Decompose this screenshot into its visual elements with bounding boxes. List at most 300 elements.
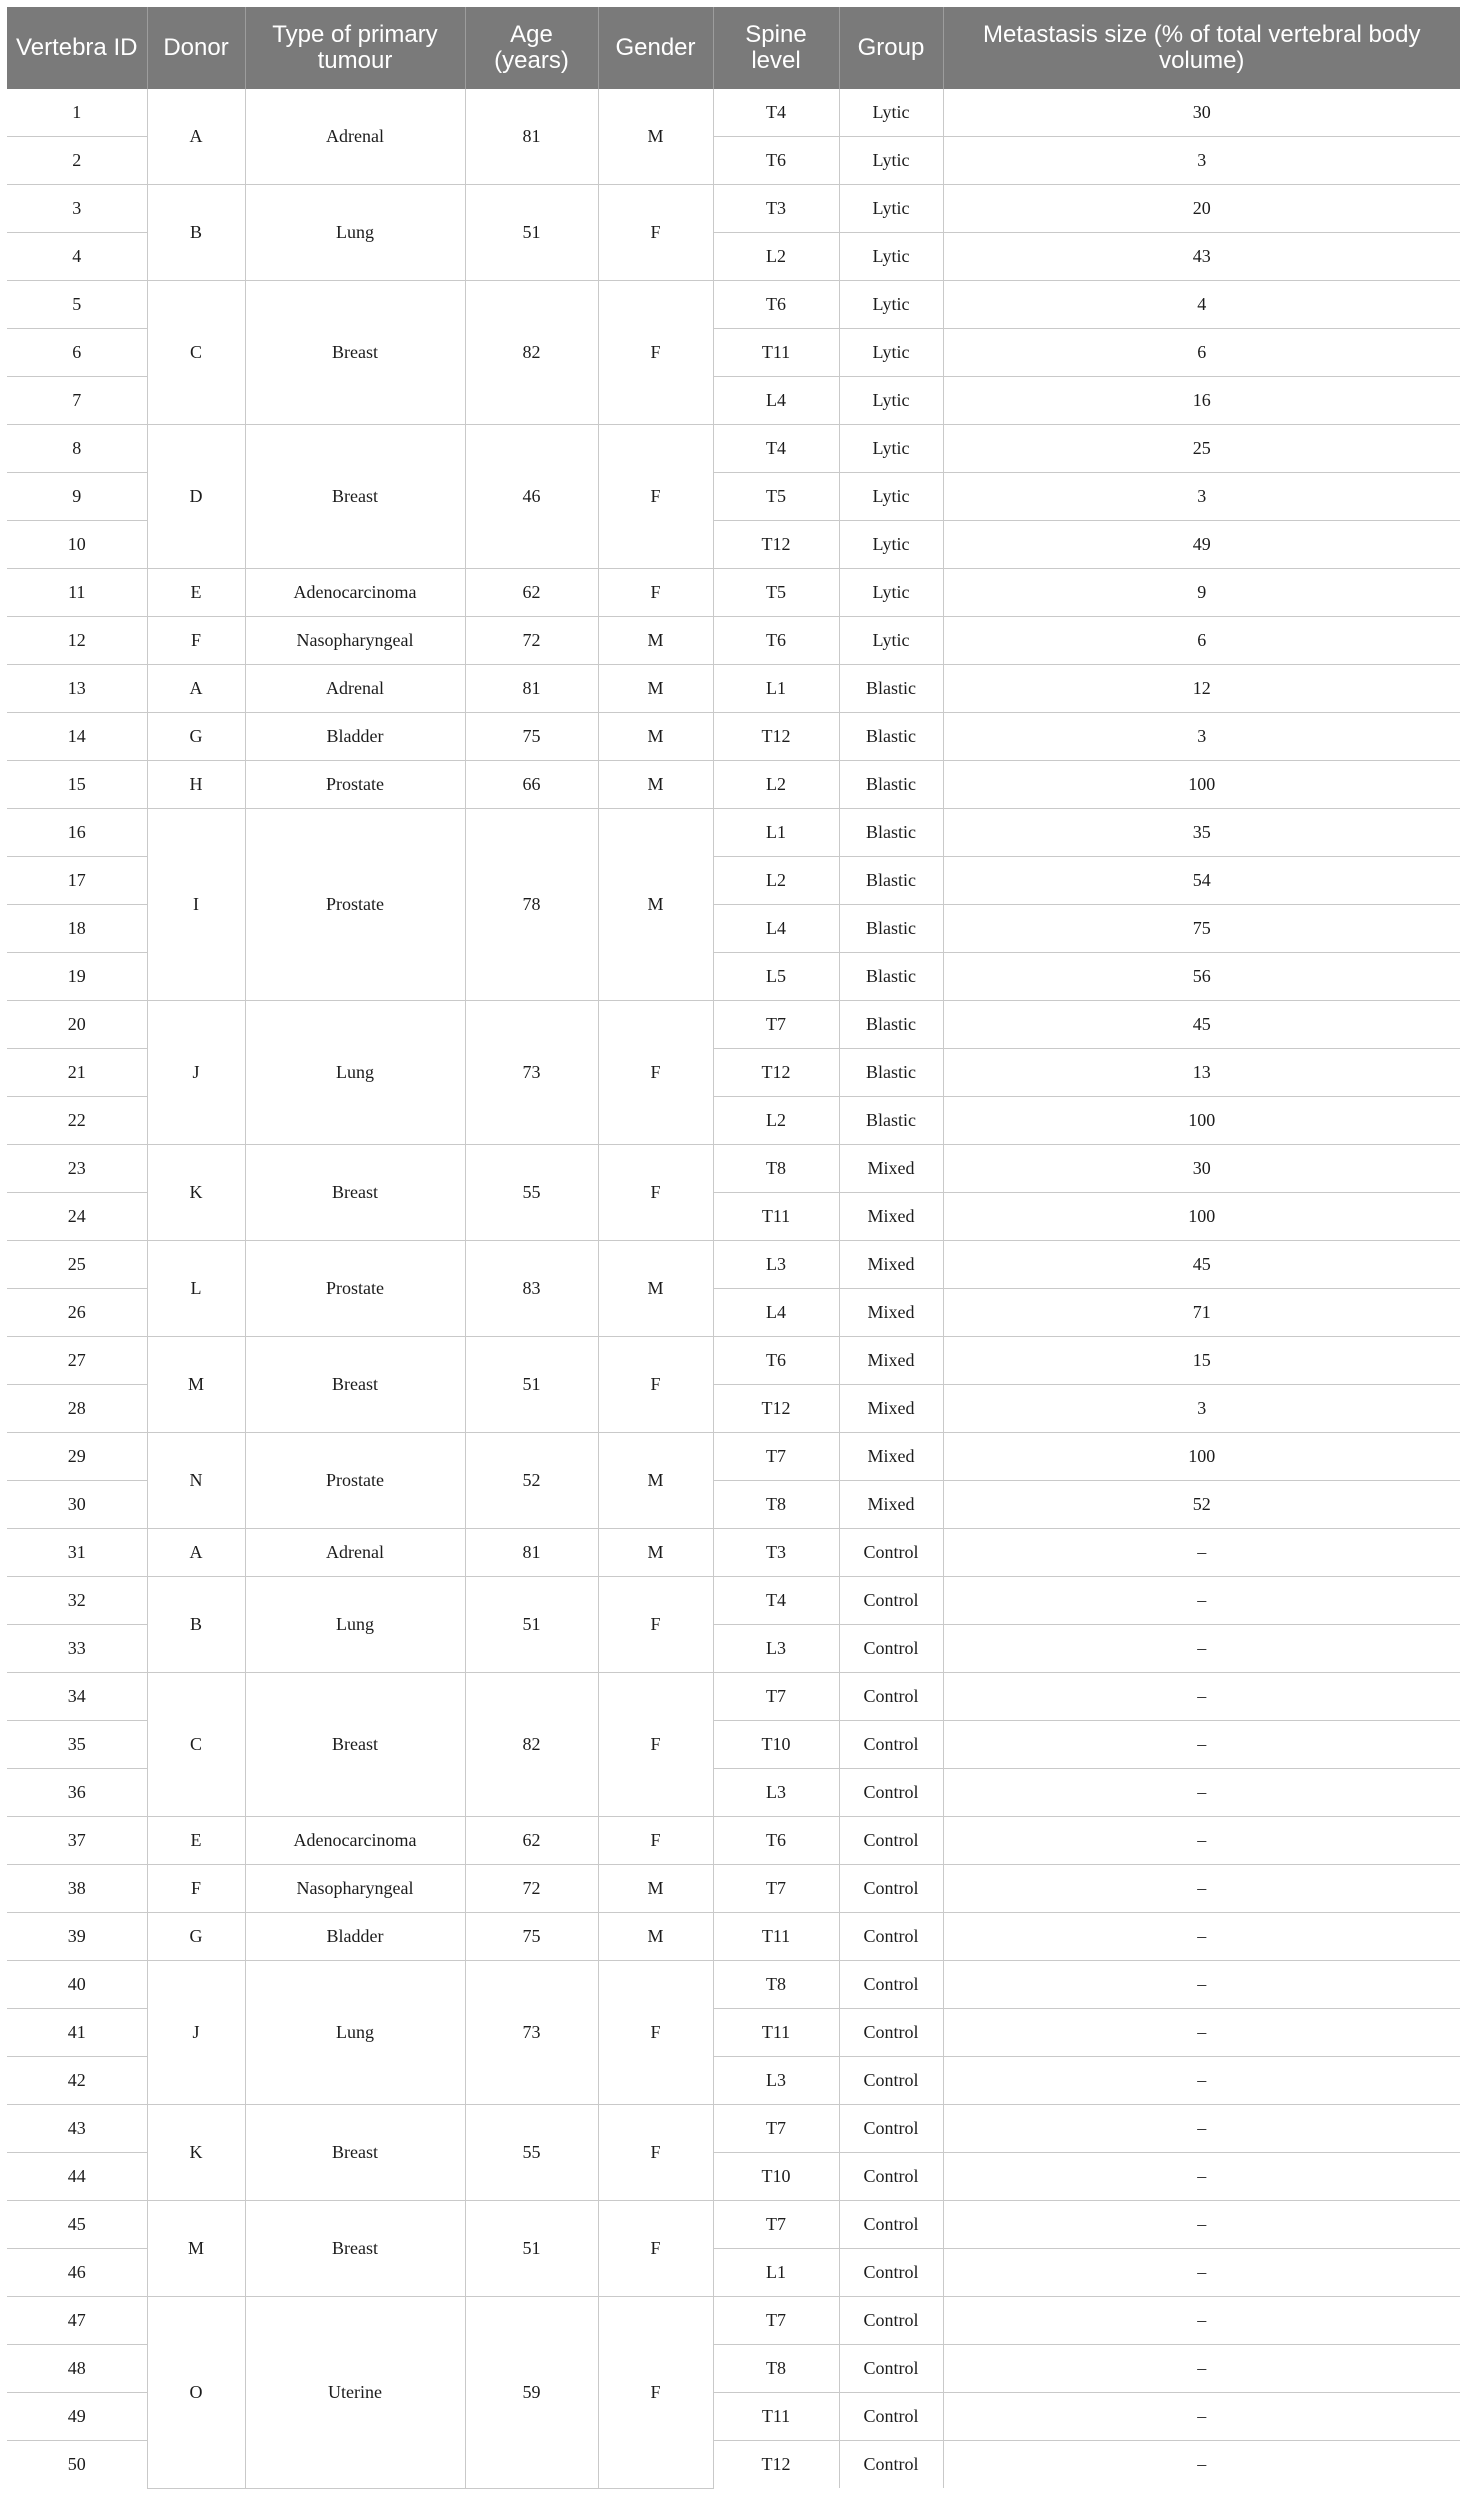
age-cell: 83 (465, 1241, 598, 1337)
metastasis-size-cell: 16 (943, 377, 1460, 425)
header-donor: Donor (147, 7, 245, 89)
group-cell: Control (839, 1721, 943, 1769)
vertebra-id-cell: 37 (7, 1817, 147, 1865)
spine-level-cell: T7 (713, 2297, 839, 2345)
vertebra-id-cell: 44 (7, 2153, 147, 2201)
group-cell: Lytic (839, 137, 943, 185)
group-cell: Lytic (839, 185, 943, 233)
donor-cell: M (147, 2201, 245, 2297)
metastasis-size-cell: 9 (943, 569, 1460, 617)
tumour-type-cell: Adrenal (245, 665, 465, 713)
metastasis-size-cell: 3 (943, 473, 1460, 521)
group-cell: Control (839, 1769, 943, 1817)
spine-level-cell: L4 (713, 377, 839, 425)
vertebra-id-cell: 2 (7, 137, 147, 185)
group-cell: Control (839, 1625, 943, 1673)
table-row (7, 425, 1460, 473)
header-age: Age (years) (465, 7, 598, 89)
metastasis-size-cell: – (943, 2345, 1460, 2393)
age-cell: 81 (465, 1529, 598, 1577)
metastasis-size-cell: – (943, 1673, 1460, 1721)
vertebra-id-cell: 34 (7, 1673, 147, 1721)
vertebra-id-cell: 42 (7, 2057, 147, 2105)
metastasis-size-cell: 20 (943, 185, 1460, 233)
vertebra-id-cell: 43 (7, 2105, 147, 2153)
metastasis-size-cell: 52 (943, 1481, 1460, 1529)
vertebra-id-cell: 28 (7, 1385, 147, 1433)
tumour-type-cell: Nasopharyngeal (245, 1865, 465, 1913)
table-row (7, 2201, 1460, 2249)
vertebra-id-cell: 40 (7, 1961, 147, 2009)
table-row (7, 89, 1460, 137)
table-row (7, 665, 1460, 713)
vertebra-id-cell: 41 (7, 2009, 147, 2057)
table-row (7, 1529, 1460, 1577)
vertebra-id-cell: 20 (7, 1001, 147, 1049)
metastasis-size-cell: 25 (943, 425, 1460, 473)
gender-cell: M (598, 617, 713, 665)
spine-level-cell: T8 (713, 1481, 839, 1529)
spine-level-cell: T7 (713, 2105, 839, 2153)
gender-cell: F (598, 425, 713, 569)
age-cell: 52 (465, 1433, 598, 1529)
group-cell: Mixed (839, 1433, 943, 1481)
table-body (7, 89, 1460, 2488)
tumour-type-cell: Lung (245, 185, 465, 281)
table-row (7, 569, 1460, 617)
group-cell: Mixed (839, 1289, 943, 1337)
vertebra-id-cell: 15 (7, 761, 147, 809)
group-cell: Blastic (839, 713, 943, 761)
spine-level-cell: T6 (713, 137, 839, 185)
spine-level-cell: L4 (713, 905, 839, 953)
vertebra-id-cell: 45 (7, 2201, 147, 2249)
spine-level-cell: L4 (713, 1289, 839, 1337)
group-cell: Blastic (839, 809, 943, 857)
vertebra-table (7, 7, 1460, 2489)
vertebra-id-cell: 48 (7, 2345, 147, 2393)
age-cell: 46 (465, 425, 598, 569)
age-cell: 66 (465, 761, 598, 809)
spine-level-cell: T8 (713, 1145, 839, 1193)
age-cell: 72 (465, 1865, 598, 1913)
donor-cell: B (147, 1577, 245, 1673)
tumour-type-cell: Adrenal (245, 1529, 465, 1577)
spine-level-cell: T11 (713, 329, 839, 377)
metastasis-size-cell: 6 (943, 329, 1460, 377)
metastasis-size-cell: – (943, 2393, 1460, 2441)
spine-level-cell: T12 (713, 1385, 839, 1433)
spine-level-cell: T5 (713, 473, 839, 521)
header-tumour-type: Type of primary tumour (245, 7, 465, 89)
table-header (7, 7, 1460, 89)
metastasis-size-cell: – (943, 1529, 1460, 1577)
metastasis-size-cell: 3 (943, 1385, 1460, 1433)
gender-cell: F (598, 1145, 713, 1241)
age-cell: 62 (465, 1817, 598, 1865)
tumour-type-cell: Breast (245, 2105, 465, 2201)
spine-level-cell: T4 (713, 425, 839, 473)
spine-level-cell: L1 (713, 809, 839, 857)
group-cell: Lytic (839, 281, 943, 329)
vertebra-id-cell: 47 (7, 2297, 147, 2345)
gender-cell: M (598, 761, 713, 809)
metastasis-size-cell: – (943, 2057, 1460, 2105)
age-cell: 51 (465, 2201, 598, 2297)
table-row (7, 2105, 1460, 2153)
group-cell: Control (839, 2393, 943, 2441)
donor-cell: A (147, 1529, 245, 1577)
gender-cell: M (598, 1913, 713, 1961)
spine-level-cell: T7 (713, 2201, 839, 2249)
spine-level-cell: L2 (713, 761, 839, 809)
vertebra-id-cell: 9 (7, 473, 147, 521)
spine-level-cell: T6 (713, 1337, 839, 1385)
header-gender: Gender (598, 7, 713, 89)
metastasis-size-cell: – (943, 1817, 1460, 1865)
table-row (7, 761, 1460, 809)
table-row (7, 1241, 1460, 1289)
vertebra-id-cell: 21 (7, 1049, 147, 1097)
group-cell: Lytic (839, 521, 943, 569)
table-row (7, 617, 1460, 665)
group-cell: Control (839, 2297, 943, 2345)
vertebra-id-cell: 12 (7, 617, 147, 665)
donor-cell: F (147, 1865, 245, 1913)
metastasis-size-cell: 35 (943, 809, 1460, 857)
age-cell: 73 (465, 1001, 598, 1145)
vertebra-id-cell: 23 (7, 1145, 147, 1193)
header-group: Group (839, 7, 943, 89)
age-cell: 72 (465, 617, 598, 665)
vertebra-id-cell: 30 (7, 1481, 147, 1529)
group-cell: Blastic (839, 761, 943, 809)
spine-level-cell: L3 (713, 1625, 839, 1673)
tumour-type-cell: Adenocarcinoma (245, 569, 465, 617)
table-row (7, 1961, 1460, 2009)
metastasis-size-cell: – (943, 1961, 1460, 2009)
vertebra-id-cell: 31 (7, 1529, 147, 1577)
tumour-type-cell: Breast (245, 425, 465, 569)
group-cell: Control (839, 2105, 943, 2153)
metastasis-size-cell: 56 (943, 953, 1460, 1001)
tumour-type-cell: Prostate (245, 809, 465, 1001)
age-cell: 82 (465, 281, 598, 425)
gender-cell: M (598, 809, 713, 1001)
metastasis-size-cell: 75 (943, 905, 1460, 953)
age-cell: 78 (465, 809, 598, 1001)
spine-level-cell: T4 (713, 1577, 839, 1625)
metastasis-size-cell: 12 (943, 665, 1460, 713)
spine-level-cell: L3 (713, 1241, 839, 1289)
group-cell: Control (839, 1673, 943, 1721)
metastasis-size-cell: – (943, 1865, 1460, 1913)
group-cell: Control (839, 2345, 943, 2393)
tumour-type-cell: Bladder (245, 1913, 465, 1961)
metastasis-size-cell: – (943, 1577, 1460, 1625)
spine-level-cell: T7 (713, 1001, 839, 1049)
table-row (7, 1337, 1460, 1385)
vertebra-id-cell: 49 (7, 2393, 147, 2441)
group-cell: Blastic (839, 1001, 943, 1049)
donor-cell: G (147, 713, 245, 761)
metastasis-size-cell: 100 (943, 761, 1460, 809)
donor-cell: A (147, 89, 245, 185)
gender-cell: F (598, 185, 713, 281)
donor-cell: J (147, 1001, 245, 1145)
spine-level-cell: T12 (713, 1049, 839, 1097)
table-wrapper (7, 7, 1460, 2489)
metastasis-size-cell: 54 (943, 857, 1460, 905)
header-spine-level: Spine level (713, 7, 839, 89)
donor-cell: C (147, 1673, 245, 1817)
metastasis-size-cell: 3 (943, 137, 1460, 185)
metastasis-size-cell: 43 (943, 233, 1460, 281)
donor-cell: L (147, 1241, 245, 1337)
group-cell: Mixed (839, 1385, 943, 1433)
age-cell: 81 (465, 665, 598, 713)
donor-cell: D (147, 425, 245, 569)
table-row (7, 185, 1460, 233)
metastasis-size-cell: 71 (943, 1289, 1460, 1337)
spine-level-cell: T8 (713, 1961, 839, 2009)
header-vertebra-id: Vertebra ID (7, 7, 147, 89)
group-cell: Control (839, 1577, 943, 1625)
spine-level-cell: T7 (713, 1673, 839, 1721)
donor-cell: E (147, 1817, 245, 1865)
spine-level-cell: T4 (713, 89, 839, 137)
spine-level-cell: T11 (713, 1193, 839, 1241)
tumour-type-cell: Lung (245, 1001, 465, 1145)
metastasis-size-cell: 49 (943, 521, 1460, 569)
group-cell: Lytic (839, 377, 943, 425)
tumour-type-cell: Adrenal (245, 89, 465, 185)
table-row (7, 713, 1460, 761)
donor-cell: G (147, 1913, 245, 1961)
group-cell: Control (839, 1913, 943, 1961)
table-row (7, 1913, 1460, 1961)
tumour-type-cell: Breast (245, 1145, 465, 1241)
age-cell: 75 (465, 713, 598, 761)
group-cell: Control (839, 2249, 943, 2297)
vertebra-id-cell: 22 (7, 1097, 147, 1145)
metastasis-size-cell: – (943, 2297, 1460, 2345)
metastasis-size-cell: 100 (943, 1433, 1460, 1481)
table-row (7, 1577, 1460, 1625)
metastasis-size-cell: – (943, 1913, 1460, 1961)
group-cell: Blastic (839, 857, 943, 905)
gender-cell: F (598, 1337, 713, 1433)
tumour-type-cell: Bladder (245, 713, 465, 761)
gender-cell: F (598, 1001, 713, 1145)
metastasis-size-cell: 30 (943, 1145, 1460, 1193)
age-cell: 75 (465, 1913, 598, 1961)
vertebra-id-cell: 1 (7, 89, 147, 137)
spine-level-cell: L3 (713, 1769, 839, 1817)
donor-cell: F (147, 617, 245, 665)
group-cell: Lytic (839, 329, 943, 377)
group-cell: Control (839, 1529, 943, 1577)
gender-cell: F (598, 281, 713, 425)
table-row (7, 1817, 1460, 1865)
metastasis-size-cell: 100 (943, 1193, 1460, 1241)
group-cell: Blastic (839, 665, 943, 713)
spine-level-cell: T8 (713, 2345, 839, 2393)
donor-cell: J (147, 1961, 245, 2105)
vertebra-id-cell: 13 (7, 665, 147, 713)
vertebra-id-cell: 50 (7, 2441, 147, 2489)
gender-cell: M (598, 713, 713, 761)
spine-level-cell: T10 (713, 1721, 839, 1769)
gender-cell: M (598, 1529, 713, 1577)
tumour-type-cell: Nasopharyngeal (245, 617, 465, 665)
group-cell: Lytic (839, 89, 943, 137)
table-row (7, 1673, 1460, 1721)
group-cell: Mixed (839, 1481, 943, 1529)
spine-level-cell: T12 (713, 2441, 839, 2489)
donor-cell: B (147, 185, 245, 281)
group-cell: Control (839, 2441, 943, 2489)
spine-level-cell: L3 (713, 2057, 839, 2105)
donor-cell: C (147, 281, 245, 425)
spine-level-cell: T3 (713, 185, 839, 233)
gender-cell: F (598, 2297, 713, 2489)
spine-level-cell: L2 (713, 857, 839, 905)
age-cell: 59 (465, 2297, 598, 2489)
metastasis-size-cell: – (943, 2201, 1460, 2249)
vertebra-id-cell: 33 (7, 1625, 147, 1673)
gender-cell: M (598, 1241, 713, 1337)
age-cell: 55 (465, 1145, 598, 1241)
tumour-type-cell: Adenocarcinoma (245, 1817, 465, 1865)
spine-level-cell: L1 (713, 2249, 839, 2297)
metastasis-size-cell: – (943, 2105, 1460, 2153)
gender-cell: M (598, 665, 713, 713)
age-cell: 81 (465, 89, 598, 185)
group-cell: Control (839, 2153, 943, 2201)
donor-cell: I (147, 809, 245, 1001)
vertebra-id-cell: 38 (7, 1865, 147, 1913)
tumour-type-cell: Breast (245, 2201, 465, 2297)
vertebra-id-cell: 36 (7, 1769, 147, 1817)
age-cell: 82 (465, 1673, 598, 1817)
spine-level-cell: L1 (713, 665, 839, 713)
table-row (7, 1433, 1460, 1481)
vertebra-id-cell: 14 (7, 713, 147, 761)
metastasis-size-cell: 45 (943, 1241, 1460, 1289)
tumour-type-cell: Lung (245, 1961, 465, 2105)
gender-cell: F (598, 1961, 713, 2105)
metastasis-size-cell: – (943, 2009, 1460, 2057)
header-metastasis-size: Metastasis size (% of total vertebral body volume) (943, 7, 1460, 89)
donor-cell: K (147, 1145, 245, 1241)
table-row (7, 809, 1460, 857)
vertebra-id-cell: 6 (7, 329, 147, 377)
group-cell: Control (839, 1961, 943, 2009)
group-cell: Lytic (839, 617, 943, 665)
age-cell: 55 (465, 2105, 598, 2201)
spine-level-cell: T6 (713, 1817, 839, 1865)
group-cell: Blastic (839, 1097, 943, 1145)
vertebra-id-cell: 19 (7, 953, 147, 1001)
spine-level-cell: L2 (713, 233, 839, 281)
donor-cell: O (147, 2297, 245, 2489)
gender-cell: F (598, 2201, 713, 2297)
vertebra-id-cell: 10 (7, 521, 147, 569)
group-cell: Control (839, 2201, 943, 2249)
vertebra-id-cell: 16 (7, 809, 147, 857)
spine-level-cell: T7 (713, 1433, 839, 1481)
donor-cell: A (147, 665, 245, 713)
metastasis-size-cell: 3 (943, 713, 1460, 761)
metastasis-size-cell: 100 (943, 1097, 1460, 1145)
vertebra-id-cell: 7 (7, 377, 147, 425)
group-cell: Mixed (839, 1193, 943, 1241)
tumour-type-cell: Uterine (245, 2297, 465, 2489)
spine-level-cell: T11 (713, 2009, 839, 2057)
gender-cell: F (598, 2105, 713, 2201)
metastasis-size-cell: 45 (943, 1001, 1460, 1049)
vertebra-id-cell: 26 (7, 1289, 147, 1337)
table-row (7, 281, 1460, 329)
group-cell: Lytic (839, 569, 943, 617)
tumour-type-cell: Prostate (245, 761, 465, 809)
gender-cell: M (598, 89, 713, 185)
group-cell: Blastic (839, 1049, 943, 1097)
spine-level-cell: T7 (713, 1865, 839, 1913)
group-cell: Lytic (839, 425, 943, 473)
spine-level-cell: T11 (713, 1913, 839, 1961)
vertebra-id-cell: 35 (7, 1721, 147, 1769)
donor-cell: K (147, 2105, 245, 2201)
gender-cell: F (598, 1673, 713, 1817)
group-cell: Control (839, 2057, 943, 2105)
vertebra-id-cell: 39 (7, 1913, 147, 1961)
age-cell: 51 (465, 1337, 598, 1433)
vertebra-id-cell: 46 (7, 2249, 147, 2297)
table-row (7, 1865, 1460, 1913)
group-cell: Mixed (839, 1241, 943, 1289)
metastasis-size-cell: 30 (943, 89, 1460, 137)
tumour-type-cell: Breast (245, 281, 465, 425)
tumour-type-cell: Prostate (245, 1433, 465, 1529)
metastasis-size-cell: – (943, 1769, 1460, 1817)
spine-level-cell: L5 (713, 953, 839, 1001)
vertebra-id-cell: 24 (7, 1193, 147, 1241)
tumour-type-cell: Lung (245, 1577, 465, 1673)
spine-level-cell: T12 (713, 713, 839, 761)
donor-cell: H (147, 761, 245, 809)
gender-cell: F (598, 1817, 713, 1865)
gender-cell: M (598, 1865, 713, 1913)
metastasis-size-cell: – (943, 2249, 1460, 2297)
tumour-type-cell: Prostate (245, 1241, 465, 1337)
spine-level-cell: L2 (713, 1097, 839, 1145)
spine-level-cell: T3 (713, 1529, 839, 1577)
spine-level-cell: T11 (713, 2393, 839, 2441)
vertebra-id-cell: 29 (7, 1433, 147, 1481)
age-cell: 51 (465, 185, 598, 281)
gender-cell: M (598, 1433, 713, 1529)
gender-cell: F (598, 1577, 713, 1673)
gender-cell: F (598, 569, 713, 617)
spine-level-cell: T12 (713, 521, 839, 569)
spine-level-cell: T5 (713, 569, 839, 617)
spine-level-cell: T6 (713, 281, 839, 329)
age-cell: 62 (465, 569, 598, 617)
donor-cell: M (147, 1337, 245, 1433)
group-cell: Mixed (839, 1337, 943, 1385)
